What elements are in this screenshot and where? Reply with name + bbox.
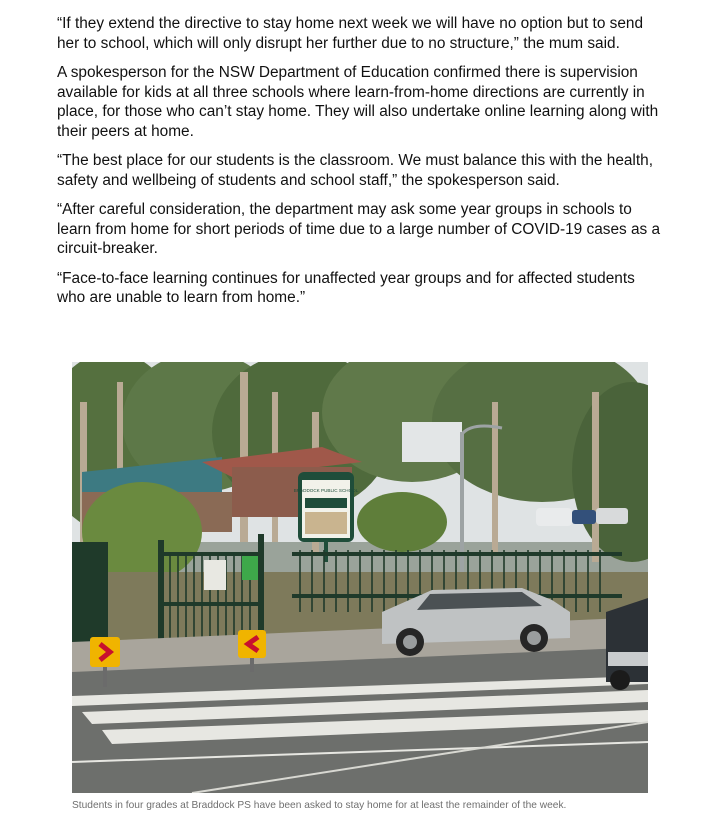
- paragraph-circuit-breaker-quote: “After careful consideration, the department may ask some year groups in schools to learn from home for short periods of time due to a large number of COVID-19 cases as a circuit-breaker.: [57, 201, 661, 257]
- paragraph-face-to-face-quote: “Face-to-face learning continues for unaffected year groups and for affected students who are unable to learn from home.”: [57, 269, 635, 306]
- school-sign-name: BRADDOCK PUBLIC SCHOOL: [293, 488, 359, 493]
- school-entrance-photo: [72, 362, 648, 793]
- fence-notice-sign: [242, 556, 258, 580]
- article-body: [57, 14, 667, 318]
- paragraph-classroom-quote: “The best place for our students is the classroom. We must balance this with the health, safety and wellbeing of students and school staff,” the spokesperson said.: [57, 152, 653, 189]
- photo-distant-cars: [536, 508, 628, 526]
- school-sign: [294, 472, 359, 562]
- photo-caption: Students in four grades at Braddock PS have been asked to stay home for at least the remainder of the week.: [72, 800, 567, 811]
- dark-car: [606, 598, 648, 690]
- paragraph-mum-quote: “If they extend the directive to stay home next week we will have no option but to send her to school, which will only disrupt her further due to no structure,” the mum said.: [57, 15, 644, 52]
- paragraph-spokesperson-confirmation: A spokesperson for the NSW Department of Education confirmed there is supervision available for kids at all three schools where learn-from-home directions are currently in place, for those who can’t stay home. They will also undertake online learning along with their peers at home.: [57, 64, 659, 140]
